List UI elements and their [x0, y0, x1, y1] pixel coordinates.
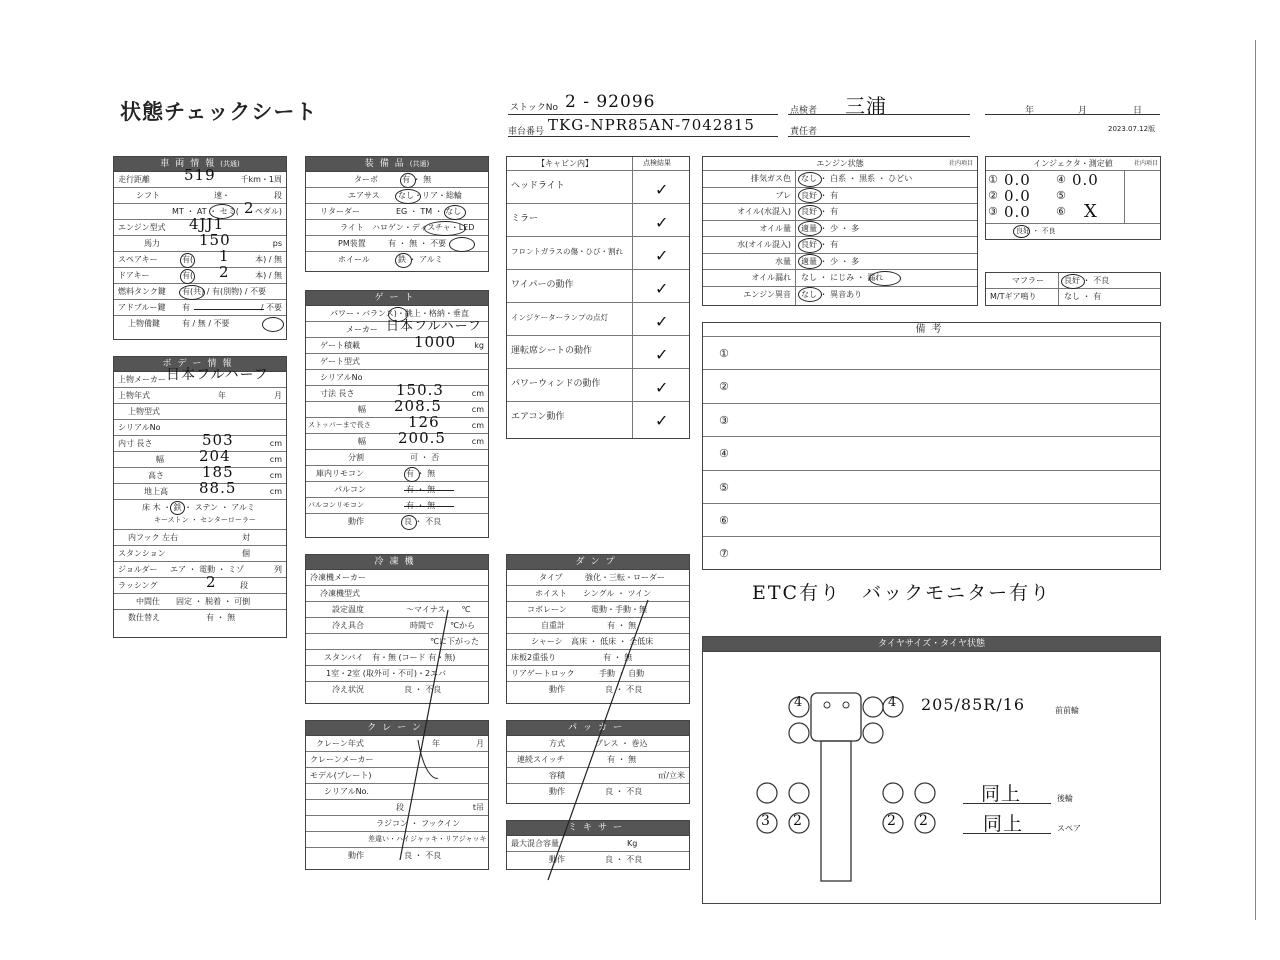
shift-label: シフト	[136, 191, 160, 200]
shift-options: MT ・ AT ・ セミ(	[172, 207, 239, 216]
inner-width-label: 幅	[156, 455, 164, 464]
injector-4-value: 0.0	[1072, 171, 1099, 189]
reefer-status-options: 良 ・ 不良	[404, 685, 442, 694]
gate-model-label: ゲート型式	[320, 357, 360, 366]
palcon-remote-options: 有 ・ 無	[406, 501, 436, 510]
reefer-temp-value: 〜マイナス ℃	[406, 605, 471, 614]
engine-row-label: 水(オイル混入)	[737, 240, 791, 249]
jolder-unit: 列	[274, 565, 282, 574]
crane-curl-strike	[418, 740, 438, 778]
door-key-value: 2	[219, 263, 230, 281]
packer-switch-label: 連続スイッチ	[517, 755, 565, 764]
hook-label: 内フック 左右	[128, 533, 178, 542]
reefer-standby-options: 有・無 (コード 有・無)	[372, 653, 456, 662]
reefer-cool-label: 冷え具合	[332, 621, 364, 630]
fuel-key-label: 燃料タンク鍵	[118, 287, 166, 296]
crane-stage-unit: 段	[396, 803, 404, 812]
inspector-label: 点検者	[790, 106, 818, 116]
cabin-item-check: ✓	[655, 180, 670, 199]
cabin-item-label: エアコン動作	[511, 412, 565, 422]
airsus-label: エアサス	[348, 191, 380, 200]
dump-floor-options: 有 ・ 無	[603, 653, 633, 662]
dump-weigh-label: 自重計	[541, 621, 565, 630]
palcon-options: 有 ・ 無	[406, 485, 436, 494]
adblue-options: 有	[182, 303, 190, 312]
gate-width-label: 幅	[358, 405, 366, 414]
inner-length-value: 503	[202, 431, 234, 449]
tire-rear-right-inner: 2	[887, 813, 897, 829]
door-key-options: 有(	[182, 271, 194, 280]
ground-height-label: 地上高	[144, 487, 168, 496]
split-options: 可 ・ 否	[410, 453, 440, 462]
engine-header: エンジン状態	[816, 159, 864, 168]
jolder-options: エア ・ 電動 ・ ミゾ	[170, 565, 245, 574]
tire-front-left-value: 4	[794, 695, 804, 710]
stopper-width-value: 200.5	[398, 429, 446, 447]
cabin-header-result: 点検結果	[643, 159, 671, 167]
dump-hoist-options: シングル ・ ツイン	[583, 589, 652, 598]
reefer-cool-time: 時間で ℃から	[410, 621, 475, 630]
injector-3-label: ③	[988, 205, 998, 218]
mixer-op-options: 良 ・ 不良	[605, 855, 643, 864]
cabin-item-check: ✓	[655, 246, 670, 265]
engine-row-options: 良好 ・ 有	[801, 190, 839, 200]
gate-serial-label: シリアルNo	[320, 373, 363, 382]
body-month-unit: 月	[274, 391, 282, 400]
floor-material-options: 床 木 ・ 鉄 ・ ステン ・ アルミ	[142, 503, 255, 512]
page-title: 状態チェックシート	[120, 100, 318, 124]
mileage-label: 走行距離	[118, 175, 150, 184]
packer-switch-options: 有 ・ 無	[607, 755, 637, 764]
cabin-item-check: ✓	[655, 279, 670, 298]
inner-length-unit: cm	[269, 439, 282, 448]
date-stamp: 2023.07.12版	[1108, 125, 1156, 133]
packer-cap-label: 容積	[549, 771, 565, 780]
lashing-label: ラッシング	[118, 581, 158, 590]
engine-row-label: ブレ	[775, 190, 791, 200]
pm-options: 有 ・ 無 ・ 不要	[388, 239, 447, 248]
injector-header-sub: 社内項目	[1133, 160, 1158, 167]
shift-pedal-value: 2	[244, 199, 255, 217]
cabin-item-check: ✓	[655, 411, 670, 430]
lashing-unit: 段	[240, 581, 248, 590]
stopper-label: ストッパーまで長さ	[308, 421, 371, 429]
cabin-header: 【キャビン内】	[537, 159, 593, 168]
engine-row-options: 良好 ・ 有	[801, 240, 839, 249]
vehicle-info-header: 車両情報(共通)	[114, 157, 286, 172]
inner-width-value: 204	[199, 447, 231, 465]
engine-label: エンジン型式	[118, 223, 166, 232]
remote-options: 有 ・ 無	[406, 469, 436, 478]
gate-operation-options: 良 ・ 不良	[404, 517, 442, 526]
hook-unit: 対	[242, 533, 250, 542]
door-key-unit: 本) / 無	[255, 271, 282, 280]
dump-lock-label: リアゲートロック	[511, 669, 575, 678]
tire-spare-value: 同上	[983, 813, 1024, 835]
pm-label: PM装置	[338, 239, 366, 248]
packer-cap-unit: ㎥/立米	[658, 771, 685, 780]
partition-options: 固定 ・ 脱着 ・ 可倒	[176, 597, 251, 606]
gate-length-value: 150.3	[396, 381, 444, 399]
dump-cobo-options: 電動・手動・無	[591, 605, 647, 614]
inspector-value: 三浦	[845, 94, 887, 118]
body-year-label: 上物年式	[118, 391, 150, 400]
remark-number: ⑤	[719, 480, 729, 494]
tire-spare-label: スペア	[1057, 824, 1081, 833]
body-year-unit: 年	[218, 391, 226, 400]
gate-capacity-label: ゲート積載	[320, 341, 360, 350]
engine-row-options: なし ・ 白系 ・ 黒系 ・ ひどい	[801, 174, 913, 183]
reefer-temp-label: 設定温度	[332, 605, 364, 614]
spare-key-options: 有(	[182, 255, 194, 264]
chassis-value: TKG-NPR85AN-7042815	[548, 116, 755, 134]
dump-weigh-options: 有 ・ 無	[607, 621, 637, 630]
stanchion-label: スタンション	[118, 549, 166, 558]
cabin-item-label: ヘッドライト	[511, 181, 565, 191]
cabin-item-check: ✓	[655, 378, 670, 397]
cabin-item-label: ミラー	[511, 214, 539, 224]
ground-height-unit: cm	[269, 487, 282, 496]
mt-gear-label: M/Tギア鳴り	[990, 292, 1037, 301]
adblue-unneeded: / 不要	[260, 303, 282, 312]
gate-capacity-unit: kg	[474, 341, 484, 350]
stock-value: 2 - 92096	[565, 92, 656, 112]
responsible-label: 責任者	[790, 127, 818, 137]
packer-method-options: プレス ・ 巻込	[595, 739, 648, 748]
engine-value: 4JJ1	[189, 215, 225, 233]
dump-type-options: 強化・三転・ローダー	[585, 573, 665, 582]
split-label: 分割	[348, 453, 364, 462]
dump-lock-options: 手動 ・ 自動	[599, 669, 645, 678]
cabin-item-label: インジケーターランプの点灯	[511, 313, 609, 322]
cabin-item-check: ✓	[655, 213, 670, 232]
palcon-remote-label: パルコンリモコン	[308, 501, 364, 509]
stopper-width-unit: cm	[471, 437, 484, 446]
tire-rear-right-outer: 2	[919, 813, 929, 829]
engine-row-label: 水量	[775, 256, 791, 266]
injector-header: インジェクタ・測定値	[1033, 159, 1113, 168]
mixer-header: ミキサー	[507, 821, 689, 836]
page-edge-line	[1255, 40, 1256, 920]
gate-type-options: パワー・バランス)・跳上・格納・垂直	[330, 309, 469, 318]
crane-month-unit: 月	[476, 739, 484, 748]
shift-speed: 速・	[214, 191, 230, 200]
crane-radio-options: ラジコン ・ フックイン	[376, 819, 461, 828]
lashing-value: 2	[206, 573, 217, 591]
body-maker-value: 日本フルハーフ	[166, 367, 269, 383]
inner-height-unit: cm	[269, 471, 282, 480]
cabin-item-check: ✓	[655, 345, 670, 364]
tire-front-label: 前前輪	[1055, 706, 1079, 715]
stanchion-unit: 個	[242, 549, 250, 558]
floor-roller-options: キーストン ・ センターローラー	[154, 516, 256, 524]
mileage-value: 519	[184, 166, 216, 184]
stopper-unit: cm	[471, 421, 484, 430]
injector-6-label: ⑥	[1056, 205, 1066, 218]
engine-row-label: オイル漏れ	[751, 273, 791, 282]
reefer-cool-drop: ℃に下がった	[430, 637, 479, 646]
muffler-options: 良好 ・ 不良	[1064, 276, 1110, 285]
engine-row-label: オイル量	[759, 223, 791, 233]
packer-op-options: 良 ・ 不良	[605, 787, 643, 796]
injector-2-value: 0.0	[1004, 187, 1031, 205]
cabin-item-check: ✓	[655, 312, 670, 331]
engine-row-options: 良好 ・ 有	[801, 207, 839, 216]
reefer-status-label: 冷え状況	[332, 685, 364, 694]
remarks-note: ETC有り バックモニター有り	[752, 582, 1052, 604]
tire-front-size: 205/85R/16	[921, 695, 1026, 714]
packer-op-label: 動作	[549, 787, 565, 796]
cabin-item-label: ワイパーの動作	[511, 280, 574, 290]
month-label: 月	[1078, 106, 1088, 116]
gate-header: ゲート	[306, 291, 488, 306]
crane-jack-options: 差違い・ハイジャッキ・リアジャッキ	[368, 835, 487, 843]
turbo-label: ターボ	[354, 175, 378, 184]
tire-rear-left-inner: 2	[793, 813, 803, 829]
hp-unit: ps	[272, 239, 282, 248]
adblue-label: アドブルー鍵	[118, 303, 166, 312]
muffler-label: マフラー	[1012, 276, 1044, 285]
year-label: 年	[1025, 106, 1035, 116]
gate-width-unit: cm	[471, 405, 484, 414]
engine-row-options: 適量 ・ 少 ・ 多	[801, 223, 860, 233]
crane-op-options: 良 ・ 不良	[404, 851, 442, 860]
airsus-options: なし・リア・総輪	[398, 191, 462, 200]
hp-label: 馬力	[144, 239, 160, 248]
body-type-label: 上物型式	[128, 407, 160, 416]
tire-rear-value: 同上	[981, 783, 1022, 805]
injector-3-value: 0.0	[1004, 203, 1031, 221]
injector-footer: 良好 ・ 不良	[1016, 227, 1056, 235]
tire-rear-left-outer: 3	[761, 813, 771, 829]
remark-number: ①	[719, 347, 729, 360]
gate-capacity-value: 1000	[414, 333, 457, 351]
inner-height-label: 高さ	[148, 471, 164, 480]
chassis-label: 車台番号	[508, 127, 545, 137]
turbo-options: 有 ・ 無	[402, 175, 432, 184]
swap-options: 有 ・ 無	[206, 613, 236, 622]
equipment-header: 装備品(共通)	[306, 157, 488, 172]
gate-length-unit: cm	[471, 389, 484, 398]
light-label: ライト	[340, 223, 364, 232]
engine-header-sub: 社内項目	[948, 160, 973, 167]
inner-width-unit: cm	[269, 455, 282, 464]
dump-op-label: 動作	[549, 685, 565, 694]
body-info-header: ボデー情報	[114, 357, 286, 372]
engine-row-label: オイル(水混入)	[737, 207, 791, 216]
light-options: ハロゲン・ディスチャ・LED	[372, 223, 475, 232]
day-label: 日	[1133, 106, 1143, 116]
partition-label: 中間仕	[136, 597, 160, 606]
tire-rear-label: 後輪	[1057, 794, 1073, 803]
reefer-standby-label: スタンバイ	[324, 653, 364, 662]
wheel-options: 鉄 ・ アルミ	[398, 255, 443, 264]
remark-number: ⑥	[719, 513, 729, 527]
dump-header: ダンプ	[507, 555, 689, 570]
gate-width-value: 208.5	[394, 397, 442, 415]
door-key-label: ドアキー	[118, 271, 150, 280]
crane-year-unit: 年	[432, 739, 440, 748]
crane-ton-unit: t吊	[472, 803, 484, 812]
stock-label: ストックNo	[510, 103, 558, 113]
reefer-model-label: 冷凍機型式	[320, 589, 360, 598]
shift-stage: 段	[274, 191, 282, 200]
engine-row-label: 排気ガス色	[751, 174, 791, 183]
jolder-label: ジョルダー	[118, 565, 158, 574]
swap-label: 数仕替え	[128, 613, 160, 622]
inner-length-label: 内寸 長さ	[118, 439, 153, 448]
injector-1-label: ①	[988, 173, 998, 186]
gate-operation-label: 動作	[348, 517, 364, 526]
remark-number: ⑦	[719, 547, 729, 561]
dump-cobo-label: コボレーン	[527, 605, 567, 614]
mixer-max-label: 最大混合容量	[511, 839, 559, 848]
stopper-width-label: 幅	[358, 437, 366, 446]
engine-row-options: なし ・ 異音あり	[801, 289, 863, 299]
dump-op-options: 良 ・ 不良	[605, 685, 643, 694]
inner-height-value: 185	[202, 463, 234, 481]
injector-5-label: ⑤	[1056, 189, 1066, 202]
remark-number: ②	[719, 380, 729, 394]
retarder-options: EG ・ TM ・ なし	[396, 207, 462, 216]
hp-value: 150	[199, 231, 231, 249]
body-maker-label: 上物メーカー	[118, 375, 166, 384]
crane-maker-label: クレーンメーカー	[310, 755, 374, 764]
mileage-unit: 千km・1周	[240, 175, 282, 184]
fuel-key-options: 有(共) / 有(別物) / 不要	[182, 287, 267, 296]
engine-row-label: エンジン異音	[743, 289, 791, 299]
packer-method-label: 方式	[549, 739, 565, 748]
remark-number: ④	[719, 447, 729, 461]
tires-header: タイヤサイズ・タイヤ状態	[703, 637, 1160, 652]
gate-maker-label: メーカー	[346, 325, 378, 334]
injector-4-label: ④	[1056, 173, 1066, 186]
engine-row-options: 適量 ・ 少 ・ 多	[801, 256, 860, 266]
dump-floor-label: 床板2重張り	[511, 653, 557, 662]
palcon-label: パルコン	[334, 485, 366, 494]
injector-6-value: X	[1084, 201, 1098, 222]
cabin-item-label: 運転席シートの動作	[511, 346, 593, 356]
dump-chassis-label: シャーシ	[531, 637, 563, 646]
tire-front-right-value: 4	[888, 695, 898, 710]
gate-maker-value: 日本フルハーフ	[386, 319, 482, 334]
dump-mixer-strike	[548, 600, 648, 880]
crane-year-label: クレーン年式	[316, 739, 364, 748]
dump-hoist-label: ホイスト	[535, 589, 567, 598]
shift-pedal-unit: ペダル)	[254, 207, 282, 216]
dump-type-label: タイプ	[539, 573, 563, 582]
cabin-item-label: フロントガラスの傷・ひび・割れ	[511, 247, 624, 256]
mixer-op-label: 動作	[549, 855, 565, 864]
packer-header: パッカー	[507, 721, 689, 736]
spare-key-unit: 本) / 無	[255, 255, 282, 264]
body-serial-label: シリアルNo	[118, 423, 161, 432]
upper-key-label: 上物備鍵	[128, 319, 160, 328]
crane-header: クレーン	[306, 721, 488, 736]
reefer-crane-strike	[400, 610, 448, 860]
crane-op-label: 動作	[348, 851, 364, 860]
retarder-label: リターダー	[320, 207, 360, 216]
spare-key-label: スペアキー	[118, 255, 158, 264]
remark-number: ③	[719, 413, 729, 427]
wheel-label: ホイール	[338, 255, 370, 264]
crane-model-label: モデル(プレート)	[310, 771, 372, 780]
mixer-max-unit: Kg	[627, 839, 638, 848]
reefer-maker-label: 冷凍機メーカー	[310, 573, 366, 582]
injector-2-label: ②	[988, 189, 998, 202]
crane-serial-label: シリアルNo.	[324, 787, 369, 796]
engine-row-options: なし ・ にじみ ・ 漏れ	[801, 273, 884, 282]
remote-label: 庫内リモコン	[316, 469, 364, 478]
cabin-item-label: パワーウィンドの動作	[511, 379, 601, 389]
gate-length-label: 寸法 長さ	[320, 389, 355, 398]
injector-1-value: 0.0	[1004, 171, 1031, 189]
reefer-rooms-options: 1室・2室 (取外可・不可)・2エバ	[326, 669, 447, 678]
stopper-value: 126	[408, 413, 440, 431]
mt-gear-options: なし ・ 有	[1064, 292, 1102, 301]
ground-height-value: 88.5	[199, 479, 237, 497]
spare-key-value: 1	[219, 247, 230, 265]
reefer-header: 冷凍機	[306, 555, 488, 570]
dump-chassis-options: 高床 ・ 低床 ・ 全低床	[571, 637, 654, 646]
upper-key-options: 有 / 無 / 不要	[182, 319, 230, 328]
remarks-header: 備考	[703, 323, 1160, 337]
